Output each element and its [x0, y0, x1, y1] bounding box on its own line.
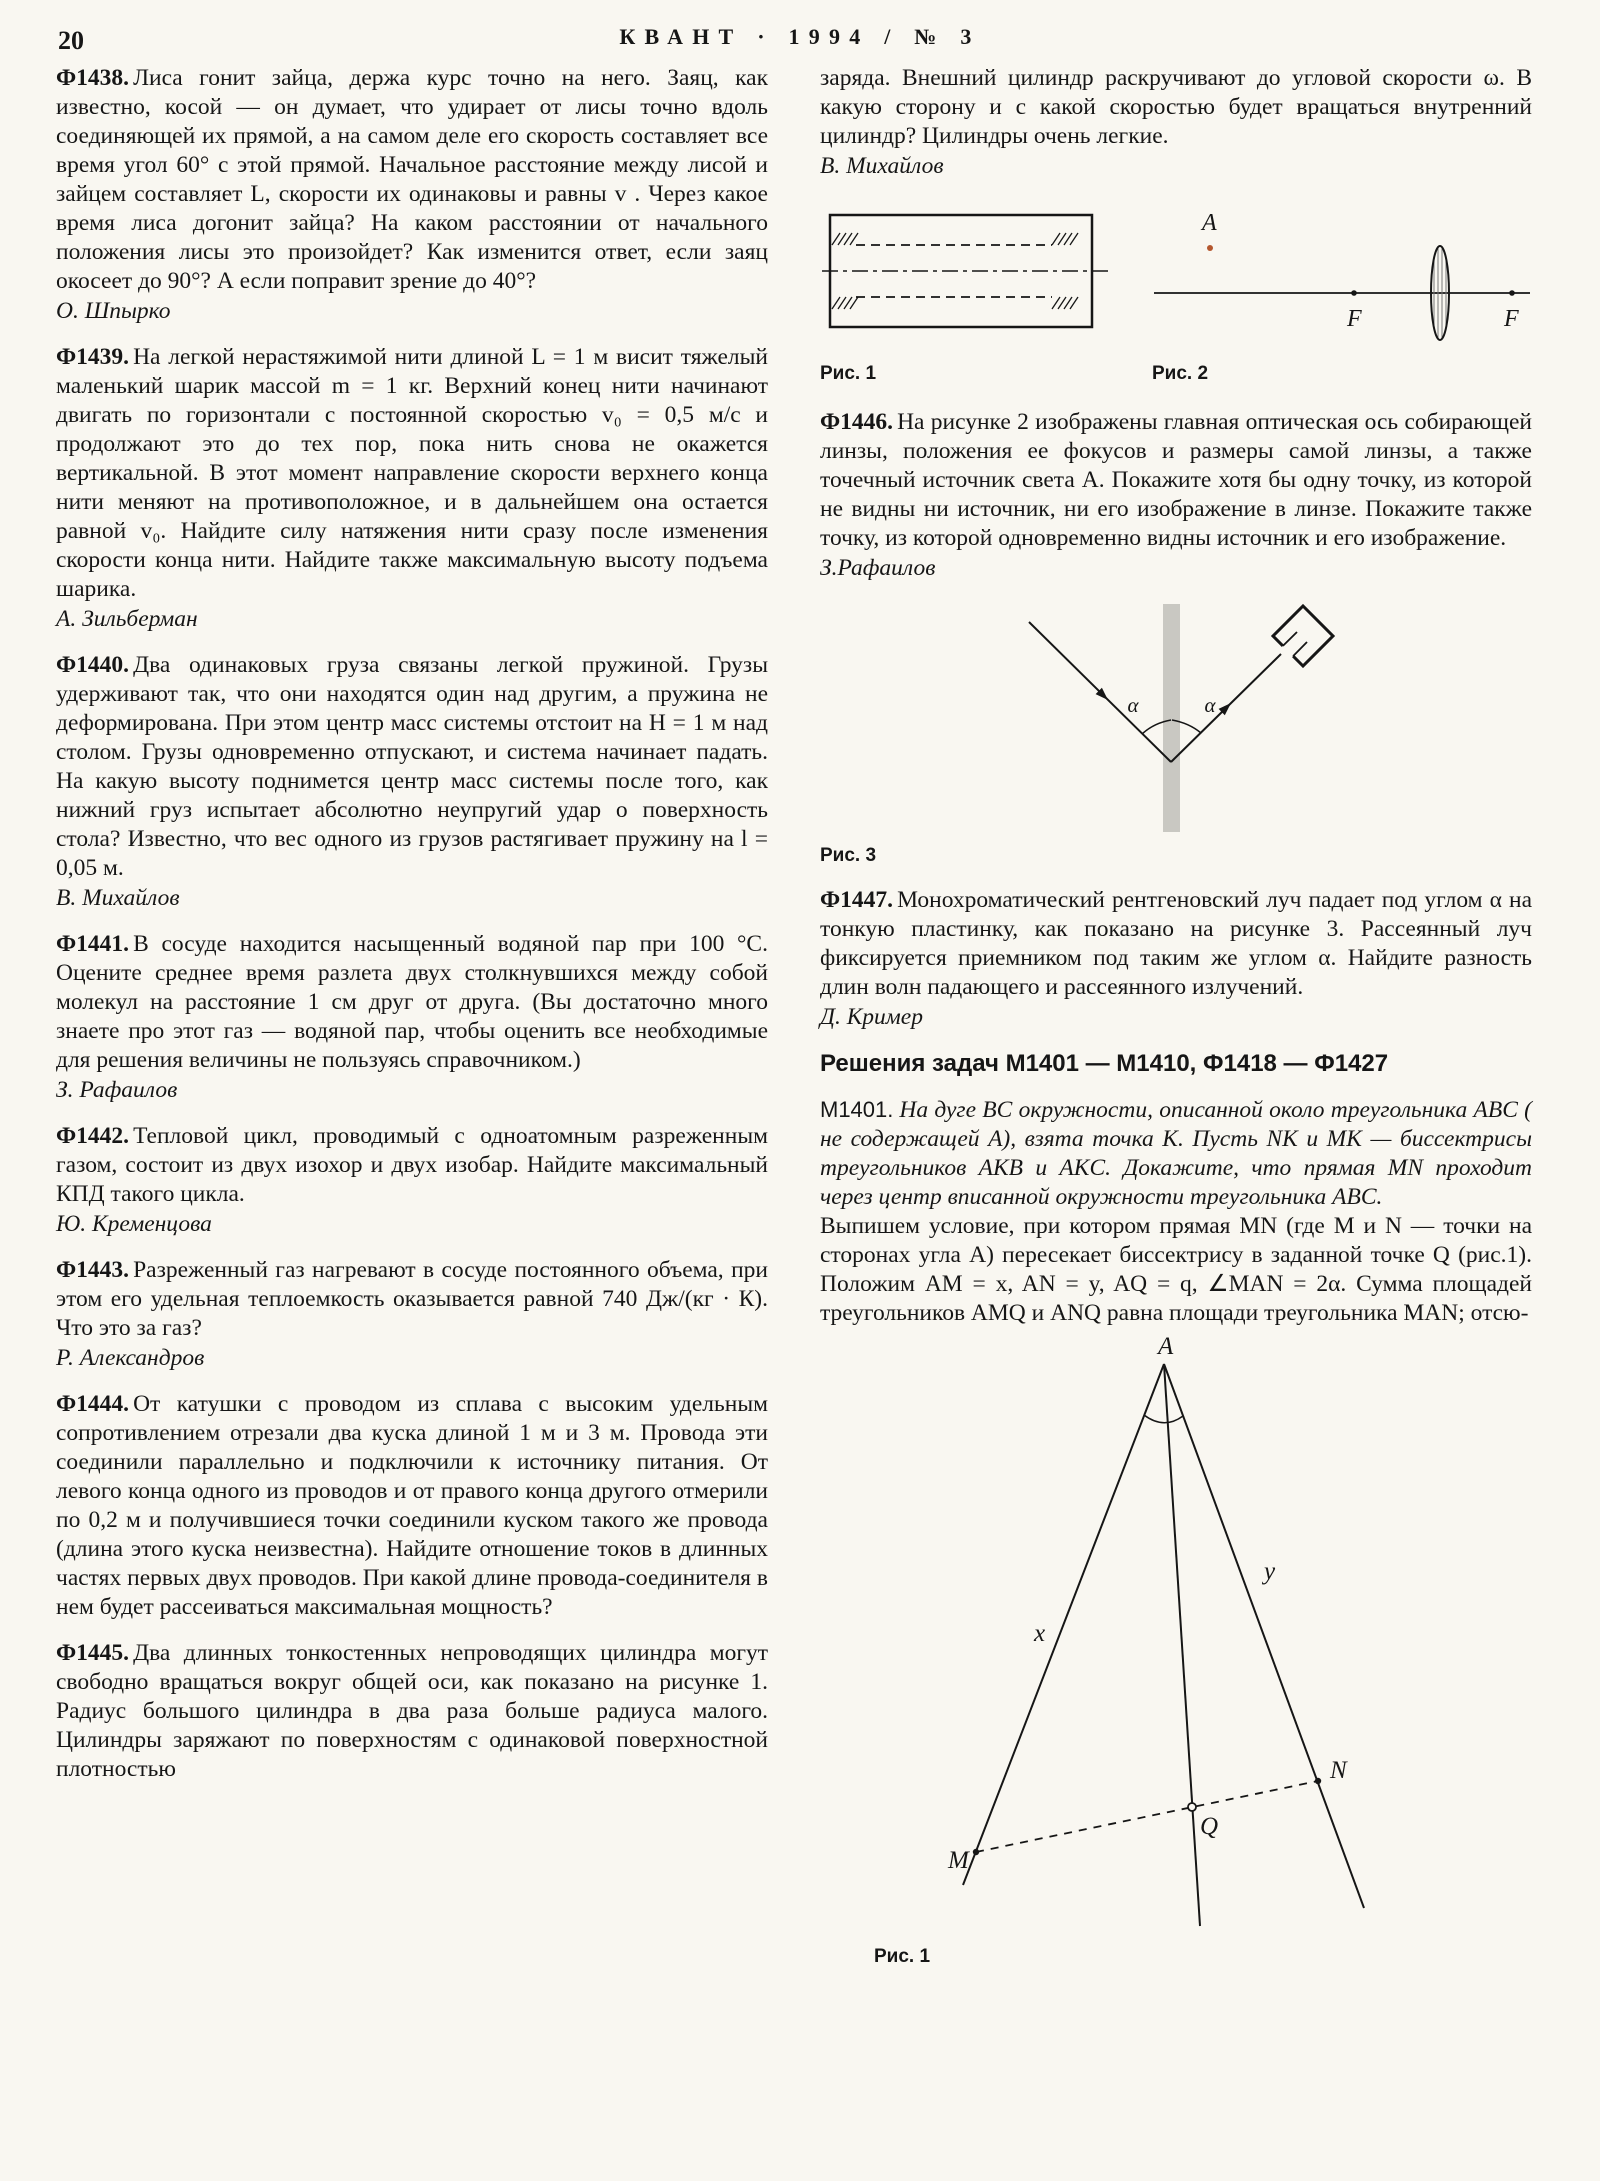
light-source-point [1207, 245, 1213, 251]
lens-figure-svg [1152, 198, 1532, 353]
problem-id: Ф1441. [56, 931, 130, 957]
point-n-label: N [1330, 1757, 1347, 1784]
problem-paragraph [56, 1639, 768, 1784]
problem-id: Ф1440. [56, 652, 130, 678]
point-m-label: M [948, 1847, 969, 1874]
problem-author: В. Михайлов [56, 885, 180, 911]
problem-text: На рисунке 2 изображены главная оптическая ось собирающей линзы, положения ее фокусов и размеры самой линзы, а также точечный источник света A. Покажите хотя бы одну точку, из которой не видны ни источник, ни его изображение в линзе. Покажите также точку, из которой одновременно видны источник и его изображение. [820, 409, 1532, 551]
figures-row [820, 198, 1532, 404]
problem-f1445-continuation [820, 64, 1532, 181]
problem-text: От катушки с проводом из сплава с высоким удельным сопротивлением отрезали два куска длиной 1 м и 3 м. Провода эти соединили параллельно и подключили к источнику питания. От левого конца одного из проводов и от правого конца другого отмерили по 0,2 м и получившиеся точки соединили куском такого же провода (длина этого куска неизвестна). Найдите отношение токов в длинных частях первых двух проводов. При какой длине провода-соединителя в нем будет рассеиваться максимальная мощность? [56, 1391, 768, 1620]
detector [1273, 606, 1333, 666]
side-am-line [963, 1364, 1164, 1885]
problem-paragraph [56, 64, 768, 296]
continuation-text: заряда. Внешний цилиндр раскручивают до угловой скорости ω. В какую сторону и с какой скоростью будет вращаться внутренний цилиндр? Цилиндры очень легкие. [820, 65, 1532, 149]
problem-paragraph [820, 408, 1532, 553]
m1401-solution-text: Выпишем условие, при котором прямая MN (где M и N — точки на сторонах угла A) пересекает биссектрису в заданной точке Q (рис.1). Положим AM = x, AN = y, AQ = q, ∠MAN = 2α. Сумма площадей треугольников AMQ и ANQ равна площади треугольника MAN; отсю- [820, 1213, 1532, 1326]
problem-f1442 [56, 1122, 768, 1239]
problem-id: Ф1445. [56, 1640, 130, 1666]
angle-arc-at-a [1144, 1415, 1183, 1423]
problem-f1445 [56, 1639, 768, 1784]
xray-figure-wrap [820, 600, 1532, 835]
solution-problem-id: М1401. [820, 1097, 894, 1122]
problem-paragraph [56, 343, 768, 604]
journal-title: КВАНТ · 1994 / № 3 [619, 24, 981, 49]
label-y: y [1264, 1558, 1276, 1585]
problem-text: Два одинаковых груза связаны легкой пружиной. Грузы удерживают так, что они находятся один над другим, а пружина не деформирована. При этом центр масс системы отстоит на H = 1 м над столом. Грузы одновременно отпускают, и система начинает падать. На какую высоту поднимется центр масс системы после того, как нижний груз испытает абсолютно неупругий удар о поверхность стола? Известно, что вес одного из грузов растягивает пружину на l = 0,05 м. [56, 652, 768, 881]
problem-f1447 [820, 886, 1532, 1032]
problem-f1444 [56, 1390, 768, 1622]
m1401-statement-paragraph [820, 1095, 1532, 1212]
problem-id: Ф1444. [56, 1391, 130, 1417]
figure-cylinders [820, 203, 1110, 404]
problem-f1441 [56, 930, 768, 1105]
point-q-label: Q [1200, 1813, 1219, 1840]
figure-lens [1152, 198, 1532, 404]
triangle-figure-svg [946, 1336, 1406, 1936]
problem-text: Лиса гонит зайца, держа курс точно на него. Заяц, как известно, косой — он думает, что удирает от лисы точно вдоль соединяющей их прямой, а на самом деле его скорость составляет все время угол 60° с этой прямой. Начальное расстояние между лисой и зайцем составляет L, скорости их одинаковы и равны v . Через какое время лиса догонит зайца? На каком расстоянии от начального положения лисы это произойдет? Как изменится ответ, если заяц окосеет до 90°? А если поправит зрение до 40°? [56, 65, 768, 294]
problem-id: Ф1442. [56, 1123, 130, 1149]
problem-id: Ф1438. [56, 65, 130, 91]
figure-caption: Рис. 1 [874, 1946, 931, 1967]
problem-text: Монохроматический рентгеновский луч падает под углом α на тонкую пластинку, как показано на рисунке 3. Рассеянный луч фиксируется приемником под таким же углом α. Найдите разность длин волн падающего и рассеянного излучений. [820, 887, 1532, 1000]
label-x: x [1034, 1620, 1046, 1647]
problem-f1446 [820, 408, 1532, 583]
source-label: A [1202, 210, 1217, 236]
problem-id: Ф1439. [56, 344, 130, 370]
problem-author: Д. Кример [820, 1004, 923, 1030]
problem-author: Р. Александров [56, 1345, 205, 1371]
problem-paragraph [56, 651, 768, 883]
problem-paragraph [820, 886, 1532, 1002]
xray-figure-svg [1011, 600, 1341, 835]
vertex-a-label: A [1158, 1336, 1174, 1360]
figure-caption: Рис. 2 [1152, 363, 1209, 384]
problem-author: В. Михайлов [820, 153, 944, 179]
problem-text: Разреженный газ нагревают в сосуде постоянного объема, при этом его удельная теплоемкость оказывается равной 740 Дж/(кг · К). Что это за газ? [56, 1257, 768, 1341]
point-m [973, 1849, 979, 1855]
problem-paragraph [56, 1122, 768, 1209]
problem-author: А. Зильберман [56, 606, 198, 632]
figure-caption: Рис. 3 [820, 845, 877, 866]
problem-author: Ю. Кременцова [56, 1211, 212, 1237]
triangle-figure-wrap [820, 1336, 1532, 1936]
solutions-heading: Решения задач М1401 — М1410, Ф1418 — Ф1427 [820, 1050, 1389, 1077]
problem-author: О. Шпырко [56, 298, 171, 324]
m1401-statement-text: На дуге BC окружности, описанной около треугольника ABC ( не содержащей A), взята точка K. Пусть NK и MK — биссектрисы треугольников AKB и AKC. Докажите, что прямая MN проходит через центр вписанной окружности треугольника ABC. [820, 1097, 1532, 1210]
focus-left-point [1351, 290, 1357, 296]
segment-mn-dashed [976, 1781, 1318, 1852]
problem-text: На легкой нерастяжимой нити длиной L = 1 м висит тяжелый маленький шарик массой m = 1 кг. Верхний конец нити начинают двигать по горизонтали с постоянной скоростью v₀ = 0,5 м/с и продолжают это до тех пор, пока нить снова не окажется вертикальной. В этот момент направление скорости верхнего конца нити меняют на противоположное, и в дальнейшем она остается равной v₀. Найдите силу натяжения нити сразу после изменения скорости конца нити. Найдите также максимальную высоту подъема шарика. [56, 344, 768, 602]
problem-f1443 [56, 1256, 768, 1373]
alpha-right-label: α [1204, 693, 1216, 717]
detector-slot-wall [1293, 642, 1307, 656]
focus-left-label: F [1347, 306, 1362, 332]
problem-author: З.Рафаилов [820, 555, 936, 581]
outer-cylinder [830, 215, 1092, 327]
alpha-left-label: α [1127, 693, 1139, 717]
plate [1163, 604, 1180, 832]
page-number: 20 [58, 26, 84, 55]
problem-text: В сосуде находится насыщенный водяной пар при 100 °C. Оцените среднее время разлета двух столкнувшихся между собой молекул на расстояние 1 см друг от друга. (Вы достаточно много знаете про этот газ — водяной пар, чтобы оценить все необходимые для решения величины не пользуясь справочником.) [56, 931, 768, 1073]
problem-f1438 [56, 64, 768, 326]
detector-slot-wall [1283, 632, 1297, 646]
problem-f1440 [56, 651, 768, 913]
page-header [0, 24, 1600, 60]
focus-right-label: F [1504, 306, 1519, 332]
problem-id: Ф1447. [820, 887, 894, 913]
lens [1431, 246, 1449, 340]
problem-paragraph [56, 930, 768, 1075]
figure-triangle [820, 1336, 1532, 1971]
problem-paragraph [56, 1390, 768, 1622]
point-q [1188, 1803, 1196, 1811]
problem-f1439 [56, 343, 768, 634]
point-n [1315, 1778, 1321, 1784]
problem-id: Ф1446. [820, 409, 894, 435]
figure-xray [820, 600, 1532, 870]
problem-text: Тепловой цикл, проводимый с одноатомным разреженным газом, состоит из двух изохор и двух изобар. Найдите максимальный КПД такого цикла. [56, 1123, 768, 1207]
figure-caption: Рис. 1 [820, 363, 877, 384]
problem-id: Ф1443. [56, 1257, 130, 1283]
problem-text: Два длинных тонкостенных непроводящих цилиндра могут свободно вращаться вокруг общей оси, как показано на рисунке 1. Радиус большого цилиндра в два раза больше радиуса малого. Цилиндры заряжают по поверхностям с одинаковой поверхностной плотностью [56, 1640, 768, 1782]
right-column [820, 64, 1532, 1987]
cylinders-figure-svg [820, 203, 1110, 353]
left-column [56, 64, 768, 1784]
focus-right-point [1509, 290, 1515, 296]
problem-author: З. Рафаилов [56, 1077, 178, 1103]
problem-paragraph [56, 1256, 768, 1343]
